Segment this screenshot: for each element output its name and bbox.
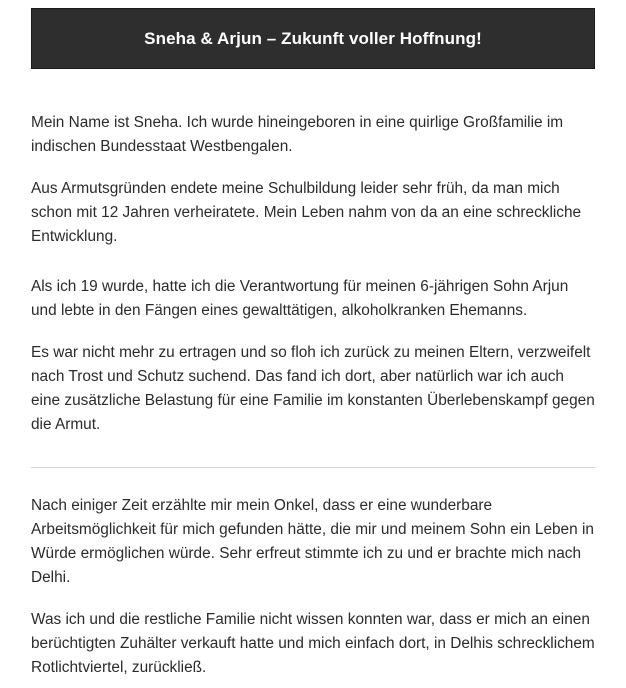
story-paragraph: Aus Armutsgründen endete meine Schulbildung leider sehr früh, da man mich schon mit 12 Jahren verheiratete. Mein Leben nahm von da an eine schreckliche Entwicklung. [31,180,582,245]
story-paragraph: Nach einiger Zeit erzählte mir mein Onkel, dass er eine wunderbare Arbeitsmöglichkeit für mich gefunden hätte, die mir und meinem Sohn ein Leben in Würde ermöglichen würde. Sehr erfreut stimmte ich zu und er brachte mich nach Delhi. [31,497,594,586]
story-paragraph: Was ich und die restliche Familie nicht wissen konnten war, dass er mich an einen berüchtigten Zuhälter verkauft hatte und mich einfach dort, in Delhis schrecklichem Rotlichtviertel, zurückließ. [31,611,595,676]
section-divider [31,467,595,468]
story-paragraph: Als ich 19 wurde, hatte ich die Verantwortung für meinen 6-jährigen Sohn Arjun und lebte in den Fängen eines gewalttätigen, alkoholkranken Ehemanns. [31,278,569,319]
story-paragraph: Es war nicht mehr zu ertragen und so floh ich zurück zu meinen Eltern, verzweifelt nach Trost und Schutz suchend. Das fand ich dort, aber natürlich war ich auch eine zusätzliche Belastung für eine Familie im konstanten Überlebenskampf gegen die Armut. [31,344,595,433]
story-body [31,111,597,680]
header-banner [31,8,595,69]
page-title: Sneha & Arjun – Zukunft voller Hoffnung! [144,28,482,48]
story-paragraph: Mein Name ist Sneha. Ich wurde hineingeboren in eine quirlige Großfamilie im indischen Bundesstaat Westbengalen. [31,114,564,155]
